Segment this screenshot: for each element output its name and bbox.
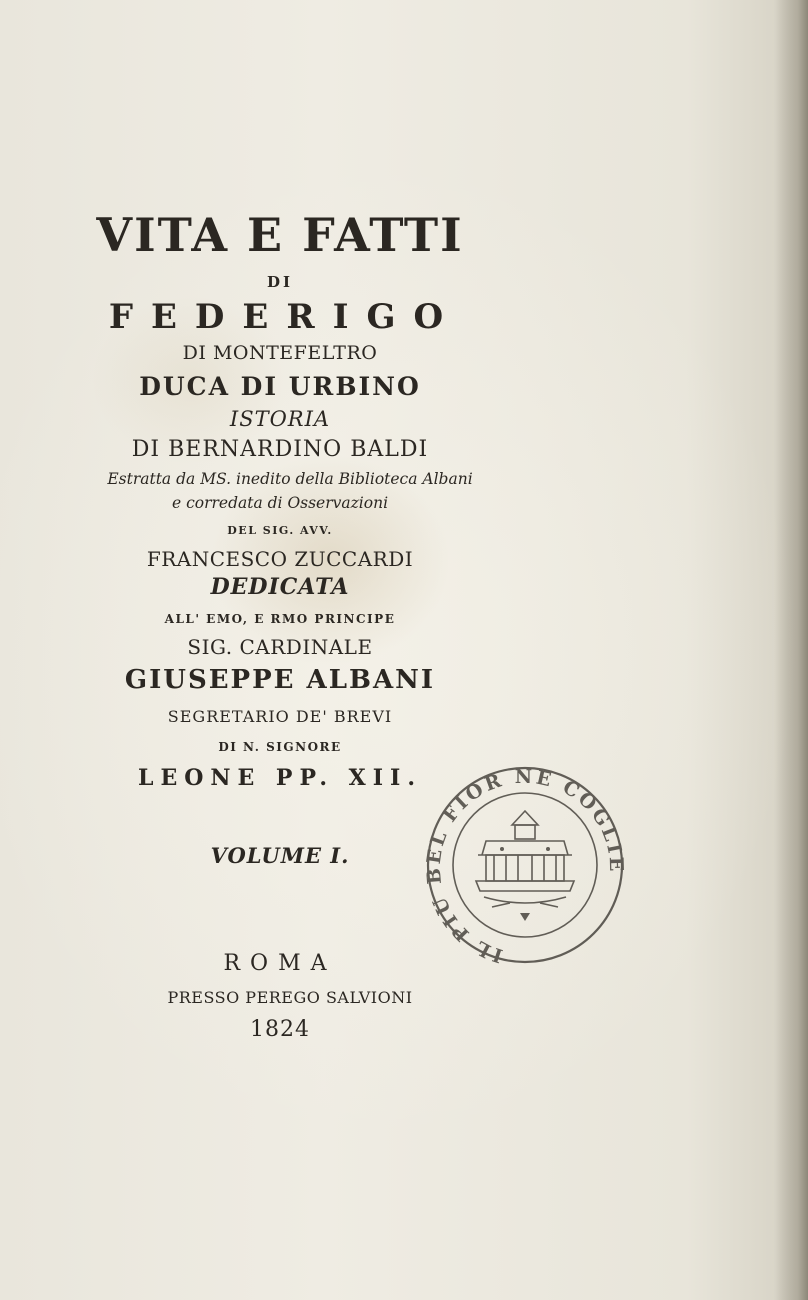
page-edge (774, 0, 808, 1300)
dedication-honorific: ALL' EMO, E RMO PRINCIPE (164, 612, 396, 626)
genre-label: ISTORIA (229, 407, 331, 431)
subject-rank: DUCA DI URBINO (139, 372, 421, 401)
subject-name: FEDERIGO (108, 297, 462, 337)
dedication-label: DEDICATA (210, 574, 350, 600)
title-connector: DI (266, 273, 294, 291)
imprint-year: 1824 (250, 1017, 310, 1042)
subject-house: DI MONTEFELTRO (182, 342, 378, 364)
editor-prefix: DEL SIG. AVV. (227, 524, 333, 537)
volume-label: VOLUME I. (210, 843, 350, 868)
author-line: DI BERNARDINO BALDI (131, 437, 429, 462)
editor-name: FRANCESCO ZUCCARDI (146, 547, 414, 571)
pope-name: LEONE PP. XII. (137, 765, 422, 791)
pope-prefix: DI N. SIGNORE (218, 740, 342, 754)
imprint-city: ROMA (223, 951, 337, 976)
dedicatee-name: GIUSEPPE ALBANI (124, 665, 436, 695)
stamp-inscription: IL PIU BEL FIOR NE COGLIE (422, 765, 628, 967)
dedicatee-office: SEGRETARIO DE' BREVI (167, 707, 393, 726)
library-stamp-icon (420, 763, 630, 968)
dedicatee-title: SIG. CARDINALE (187, 635, 373, 659)
source-line-2: e corredata di Osservazioni (171, 494, 389, 512)
imprint-publisher: PRESSO PEREGO SALVIONI (167, 988, 413, 1007)
book-title: VITA E FATTI (96, 208, 464, 262)
source-line-1: Estratta da MS. inedito della Biblioteca Albani (107, 470, 473, 488)
